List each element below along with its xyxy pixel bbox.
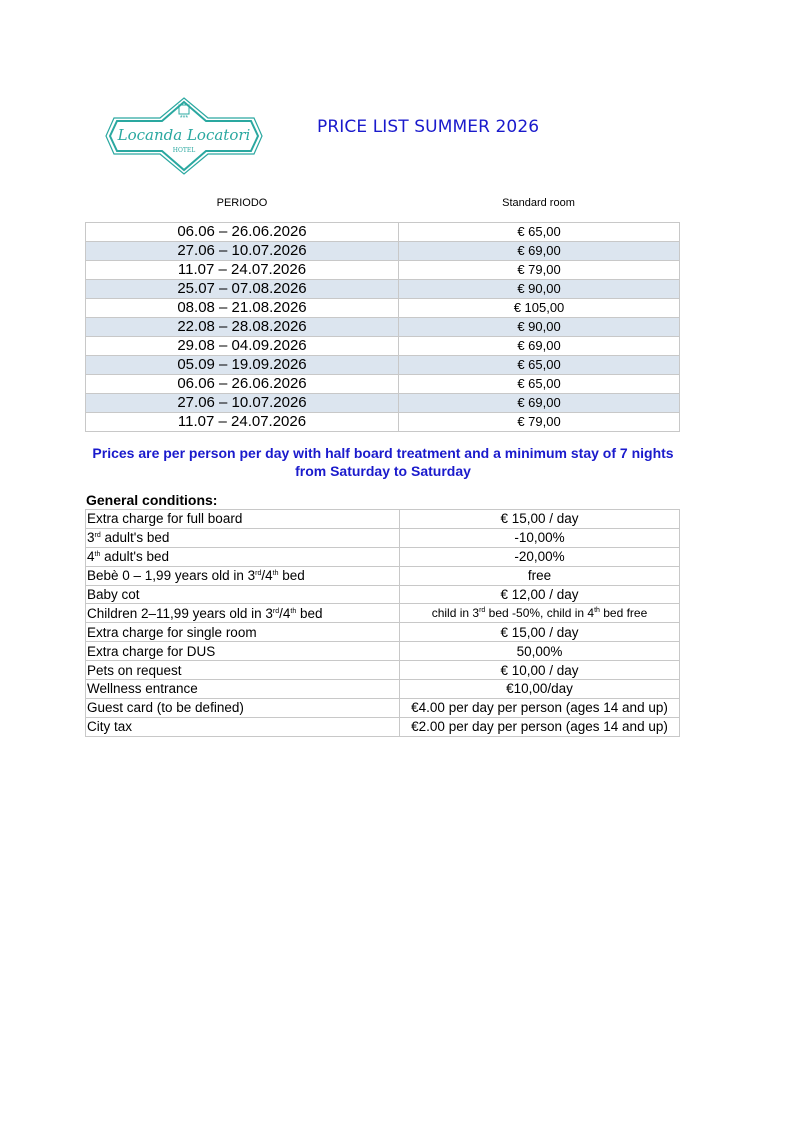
condition-value: € 12,00 / day (400, 585, 680, 604)
condition-label: City tax (86, 717, 400, 736)
condition-value: child in 3rd bed -50%, child in 4th bed free (400, 604, 680, 623)
condition-value: € 15,00 / day (400, 623, 680, 642)
period-cell: 05.09 – 19.09.2026 (86, 356, 399, 375)
hotel-logo (104, 96, 264, 178)
condition-value: -10,00% (400, 528, 680, 547)
condition-label: Wellness entrance (86, 680, 400, 699)
price-row (86, 261, 680, 280)
price-cell: € 69,00 (399, 337, 680, 356)
condition-label: Pets on request (86, 661, 400, 680)
conditions-heading: General conditions: (86, 492, 218, 508)
condition-label: Children 2–11,99 years old in 3rd/4th bed (86, 604, 400, 623)
price-row (86, 413, 680, 432)
condition-row (86, 566, 680, 585)
price-cell: € 105,00 (399, 299, 680, 318)
price-row (86, 318, 680, 337)
price-row (86, 280, 680, 299)
price-cell: € 65,00 (399, 223, 680, 242)
period-cell: 06.06 – 26.06.2026 (86, 375, 399, 394)
condition-row (86, 528, 680, 547)
price-cell: € 79,00 (399, 413, 680, 432)
condition-label: Bebè 0 – 1,99 years old in 3rd/4th bed (86, 566, 400, 585)
period-cell: 22.08 – 28.08.2026 (86, 318, 399, 337)
condition-row (86, 717, 680, 736)
condition-row (86, 604, 680, 623)
condition-row (86, 585, 680, 604)
price-row (86, 242, 680, 261)
period-cell: 11.07 – 24.07.2026 (86, 413, 399, 432)
price-cell: € 69,00 (399, 242, 680, 261)
period-cell: 11.07 – 24.07.2026 (86, 261, 399, 280)
svg-text:HOTEL: HOTEL (172, 147, 196, 154)
condition-value: €4.00 per day per person (ages 14 and up) (400, 698, 680, 717)
condition-value: €2.00 per day per person (ages 14 and up) (400, 717, 680, 736)
period-cell: 27.06 – 10.07.2026 (86, 242, 399, 261)
period-cell: 29.08 – 04.09.2026 (86, 337, 399, 356)
period-cell: 27.06 – 10.07.2026 (86, 394, 399, 413)
condition-label: Extra charge for DUS (86, 642, 400, 661)
page-title: PRICE LIST SUMMER 2026 (317, 117, 540, 137)
price-row (86, 299, 680, 318)
column-header-standard-room: Standard room (502, 197, 575, 209)
pricing-note: Prices are per person per day with half board treatment and a minimum stay of 7 nights from Saturday to Saturday (92, 445, 674, 479)
price-table (85, 222, 680, 432)
price-cell: € 69,00 (399, 394, 680, 413)
condition-value: € 10,00 / day (400, 661, 680, 680)
condition-row (86, 680, 680, 699)
condition-value: €10,00/day (400, 680, 680, 699)
condition-row (86, 698, 680, 717)
condition-label: 4th adult's bed (86, 547, 400, 566)
price-row (86, 337, 680, 356)
condition-value: € 15,00 / day (400, 510, 680, 529)
price-cell: € 65,00 (399, 375, 680, 394)
condition-row (86, 642, 680, 661)
condition-row (86, 623, 680, 642)
svg-text:***: *** (179, 115, 189, 122)
condition-label: 3rd adult's bed (86, 528, 400, 547)
column-header-period: PERIODO (216, 197, 268, 209)
condition-row (86, 510, 680, 529)
condition-row (86, 661, 680, 680)
period-cell: 25.07 – 07.08.2026 (86, 280, 399, 299)
price-cell: € 65,00 (399, 356, 680, 375)
svg-text:Locanda Locatori: Locanda Locatori (117, 126, 251, 144)
period-cell: 08.08 – 21.08.2026 (86, 299, 399, 318)
condition-label: Baby cot (86, 585, 400, 604)
condition-value: free (400, 566, 680, 585)
price-row (86, 356, 680, 375)
condition-value: -20,00% (400, 547, 680, 566)
condition-label: Extra charge for full board (86, 510, 400, 529)
price-row (86, 223, 680, 242)
price-cell: € 79,00 (399, 261, 680, 280)
price-cell: € 90,00 (399, 280, 680, 299)
price-row (86, 375, 680, 394)
condition-label: Extra charge for single room (86, 623, 400, 642)
condition-value: 50,00% (400, 642, 680, 661)
conditions-table (85, 509, 680, 737)
period-cell: 06.06 – 26.06.2026 (86, 223, 399, 242)
condition-label: Guest card (to be defined) (86, 698, 400, 717)
price-cell: € 90,00 (399, 318, 680, 337)
condition-row (86, 547, 680, 566)
price-row (86, 394, 680, 413)
